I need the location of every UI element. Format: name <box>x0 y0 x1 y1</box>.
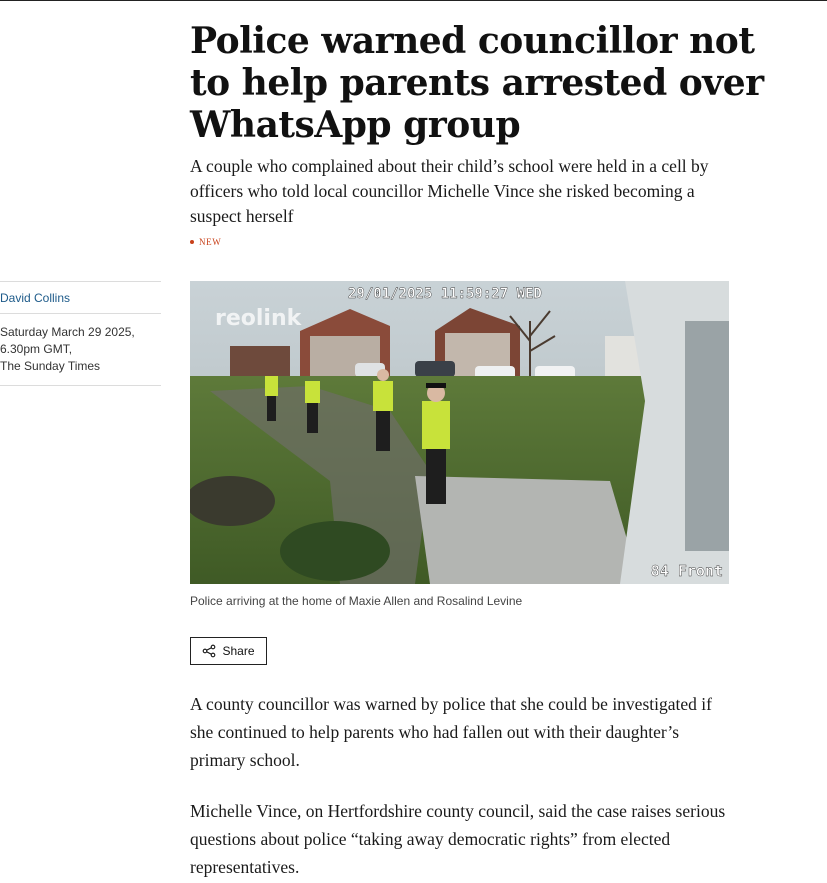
image-caption: Police arriving at the home of Maxie Allen and Rosalind Levine <box>190 594 523 608</box>
share-label: Share <box>222 644 255 658</box>
byline <box>0 281 161 386</box>
body-paragraph: Michelle Vince, on Hertfordshire county council, said the case raises serious questions about police “taking away democratic rights” from elected representatives. <box>190 801 726 877</box>
top-rule <box>0 0 827 1</box>
article-standfirst: A couple who complained about their child’s school were held in a cell by officers who told local councillor Michelle Vince she risked becoming a suspect herself <box>190 156 709 226</box>
publication-name: The Sunday Times <box>0 359 101 373</box>
timestamp-overlay: 29/01/2025 11:59:27 WED <box>348 286 542 302</box>
byline-bottom-divider <box>0 385 161 386</box>
building-far-left <box>230 346 290 376</box>
officer-middle <box>373 369 393 451</box>
dot-icon <box>190 240 194 244</box>
car <box>415 361 455 377</box>
camera-label-overlay: 84 Front <box>650 562 723 580</box>
new-tag <box>190 237 221 247</box>
article-image[interactable] <box>190 281 729 584</box>
cctv-scene <box>190 281 729 584</box>
publish-date: Saturday March 29 2025, 6.30pm GMT, <box>0 325 135 356</box>
paving <box>415 476 640 584</box>
hedge <box>280 521 390 581</box>
brand-overlay: reolink <box>215 306 302 331</box>
window <box>685 321 729 551</box>
author-link[interactable]: David Collins <box>0 291 71 305</box>
share-button[interactable] <box>190 637 267 665</box>
officer-front <box>422 383 450 504</box>
article-headline: Police warned councillor not to help parents arrested over WhatsApp group <box>190 20 764 146</box>
new-tag-label: NEW <box>199 237 222 247</box>
article-meta <box>0 314 161 385</box>
share-icon <box>202 644 216 658</box>
body-paragraph: A county councillor was warned by police that she could be investigated if she continued to help parents who had fallen out with their daughter’s primary school. <box>190 694 712 770</box>
